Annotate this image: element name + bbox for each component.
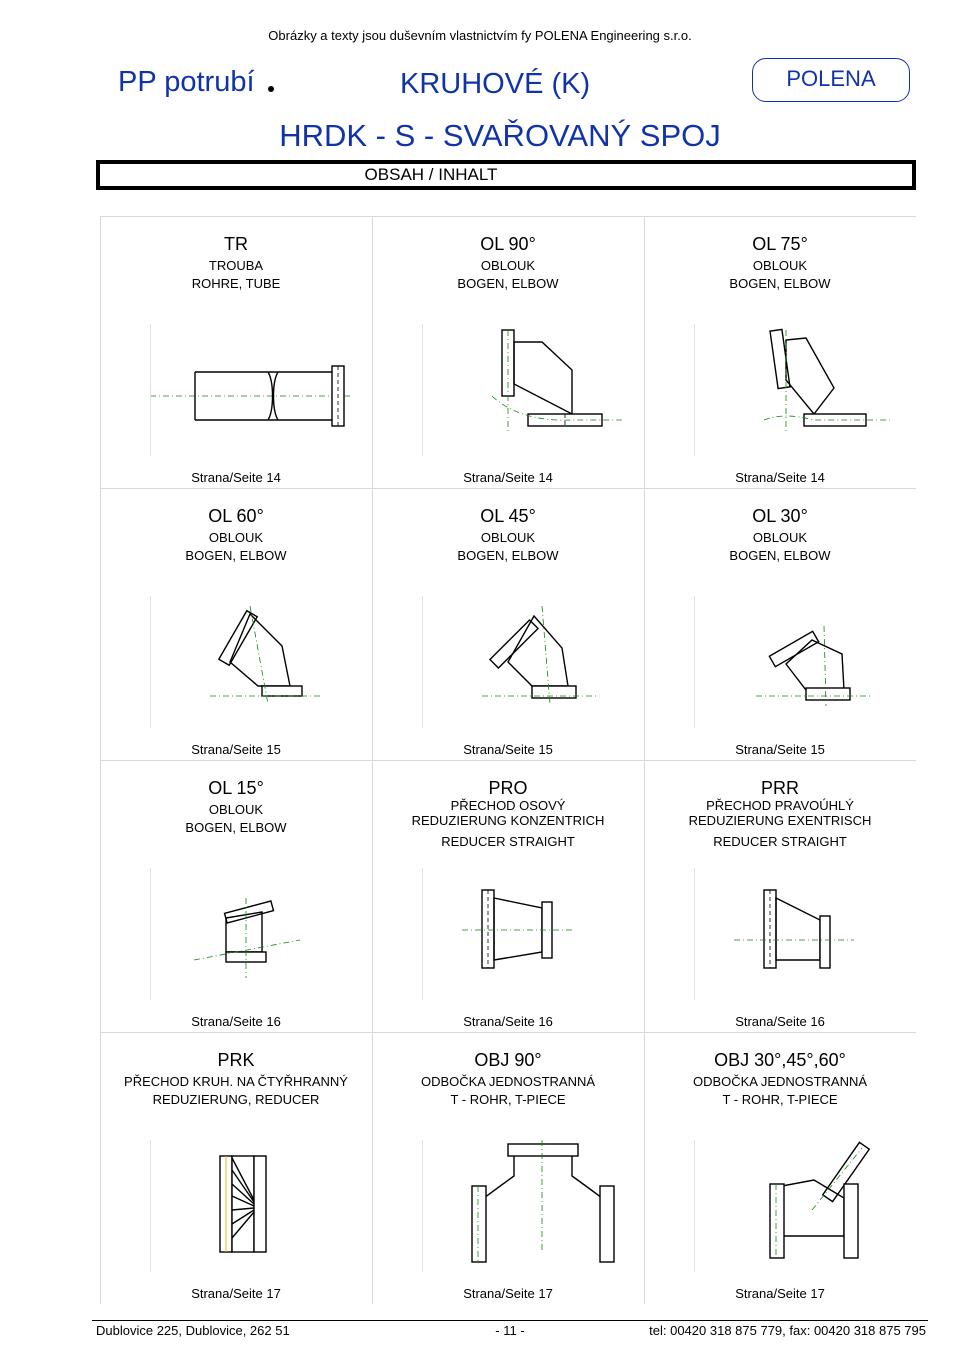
fitting-code: PRO: [488, 778, 528, 798]
cell-divider: [100, 488, 372, 489]
cell-divider: [644, 1032, 645, 1304]
cell-divider: [372, 488, 373, 760]
frame-line: [422, 1140, 423, 1272]
elbow-75-icon: [694, 324, 894, 456]
fitting-name-cz: OBLOUK: [752, 258, 808, 273]
cell-divider: [644, 488, 645, 760]
contents-cell: [372, 216, 644, 488]
series-title: HRDK - S - SVAŘOVANÝ SPOJ: [279, 118, 721, 153]
product-title: PP potrubí: [118, 66, 255, 98]
frame-line: [694, 1140, 695, 1272]
contents-cell: [100, 488, 372, 760]
footer-divider: [92, 1320, 928, 1321]
page-reference: Strana/Seite 14: [735, 470, 825, 485]
cell-divider: [372, 1032, 373, 1304]
fitting-name-cz: OBLOUK: [480, 530, 536, 545]
concentric-reducer-icon: [422, 868, 622, 1000]
page-reference: Strana/Seite 16: [735, 1014, 825, 1029]
contents-cell: [100, 216, 372, 488]
cell-divider: [372, 1032, 644, 1033]
elbow-45-icon: [422, 596, 622, 728]
footer-address: Dublovice 225, Dublovice, 262 51: [96, 1323, 290, 1338]
round-to-square-reducer-icon: [150, 1140, 350, 1272]
page-number: - 11 -: [495, 1323, 525, 1338]
contents-cell: [372, 760, 644, 1032]
category-title: KRUHOVÉ (K): [400, 68, 591, 100]
page-reference: Strana/Seite 15: [463, 742, 553, 757]
polena-logo: POLENA: [752, 58, 910, 102]
page-reference: Strana/Seite 15: [191, 742, 281, 757]
frame-line: [422, 324, 423, 456]
fitting-drawing: [150, 1140, 350, 1272]
cell-divider: [372, 216, 373, 488]
footer-contact: tel: 00420 318 875 779, fax: 00420 318 875 795: [649, 1323, 926, 1338]
fitting-name-cz: OBLOUK: [208, 530, 264, 545]
page-reference: Strana/Seite 16: [191, 1014, 281, 1029]
cell-divider: [644, 760, 916, 761]
fitting-name-de: ROHRE, TUBE: [191, 276, 281, 291]
contents-cell: [100, 760, 372, 1032]
cell-divider: [372, 216, 644, 217]
fitting-code: PRK: [217, 1050, 255, 1070]
copyright-notice: Obrázky a texty jsou duševním vlastnictvím fy POLENA Engineering s.r.o.: [268, 28, 692, 43]
contents-cell: [644, 1032, 916, 1304]
contents-cell: [644, 216, 916, 488]
fitting-name-cz: OBLOUK: [752, 530, 808, 545]
frame-line: [150, 596, 151, 728]
cell-divider: [100, 760, 101, 1032]
fitting-name-en: REDUCER STRAIGHT: [713, 834, 847, 849]
frame-line: [150, 868, 151, 1000]
contents-cell: [644, 760, 916, 1032]
fitting-drawing: [694, 1140, 894, 1272]
frame-line: [694, 324, 695, 456]
fitting-name-cz: OBLOUK: [208, 802, 264, 817]
frame-line: [150, 324, 151, 456]
fitting-code: OBJ 90°: [474, 1050, 542, 1070]
cell-divider: [100, 760, 372, 761]
fitting-code: TR: [224, 234, 248, 254]
straight-pipe-icon: [150, 324, 350, 456]
fitting-name-cz: ODBOČKA JEDNOSTRANNÁ: [692, 1074, 868, 1089]
fitting-code: OL 90°: [480, 234, 536, 254]
fitting-code: PRR: [760, 778, 799, 798]
frame-line: [422, 596, 423, 728]
fitting-code: OL 45°: [480, 506, 536, 526]
fitting-code: OL 75°: [752, 234, 808, 254]
contents-cell: [372, 1032, 644, 1304]
cell-divider: [100, 216, 372, 217]
frame-line: [422, 868, 423, 1000]
fitting-name-de: BOGEN, ELBOW: [185, 820, 287, 835]
cell-divider: [100, 488, 101, 760]
fitting-drawing: [150, 868, 350, 1000]
fitting-code: OL 15°: [208, 778, 264, 798]
tee-90-icon: [422, 1140, 622, 1272]
cell-divider: [100, 216, 101, 488]
fitting-code: OL 60°: [208, 506, 264, 526]
cell-divider: [644, 1032, 916, 1033]
fitting-name-cz: TROUBA: [208, 258, 264, 273]
elbow-90-icon: [422, 324, 622, 456]
fitting-drawing: [150, 596, 350, 728]
fitting-name-de: BOGEN, ELBOW: [457, 548, 559, 563]
fitting-name-en: REDUCER STRAIGHT: [441, 834, 575, 849]
frame-line: [694, 596, 695, 728]
page-reference: Strana/Seite 15: [735, 742, 825, 757]
elbow-15-icon: [150, 868, 350, 1000]
fitting-name-de: REDUZIERUNG KONZENTRICH: [411, 813, 605, 828]
fitting-name-de: REDUZIERUNG, REDUCER: [152, 1092, 320, 1107]
fitting-name-de: BOGEN, ELBOW: [729, 548, 831, 563]
fitting-drawing: [694, 868, 894, 1000]
fitting-name-cz: OBLOUK: [480, 258, 536, 273]
page-reference: Strana/Seite 14: [463, 470, 553, 485]
fitting-drawing: [694, 596, 894, 728]
fitting-drawing: [422, 324, 622, 456]
angled-branch-icon: [694, 1140, 894, 1272]
page-reference: Strana/Seite 14: [191, 470, 281, 485]
cell-divider: [644, 488, 916, 489]
cell-divider: [644, 216, 645, 488]
eccentric-reducer-icon: [694, 868, 894, 1000]
contents-cell: [372, 488, 644, 760]
fitting-drawing: [422, 596, 622, 728]
cell-divider: [372, 760, 644, 761]
fitting-drawing: [150, 324, 350, 456]
fitting-drawing: [694, 324, 894, 456]
fitting-name-cz: PŘECHOD KRUH. NA ČTYŘHRANNÝ: [124, 1074, 348, 1089]
fitting-drawing: [422, 1140, 622, 1272]
fitting-code: OBJ 30°,45°,60°: [714, 1050, 846, 1070]
fitting-drawing: [422, 868, 622, 1000]
fitting-name-de: BOGEN, ELBOW: [457, 276, 559, 291]
cell-divider: [644, 216, 916, 217]
elbow-30-icon: [694, 596, 894, 728]
fitting-name-cz: PŘECHOD PRAVOÚHLÝ: [706, 798, 854, 813]
contents-cell: [100, 1032, 372, 1304]
fitting-code: OL 30°: [752, 506, 808, 526]
page-reference: Strana/Seite 16: [463, 1014, 553, 1029]
fitting-name-cz: PŘECHOD OSOVÝ: [450, 798, 566, 813]
fitting-name-de: REDUZIERUNG EXENTRISCH: [688, 813, 872, 828]
fitting-name-cz: ODBOČKA JEDNOSTRANNÁ: [420, 1074, 596, 1089]
page-reference: Strana/Seite 17: [191, 1286, 281, 1301]
page-reference: Strana/Seite 17: [735, 1286, 825, 1301]
cell-divider: [100, 1032, 101, 1304]
fitting-name-de: T - ROHR, T-PIECE: [722, 1092, 838, 1107]
frame-line: [150, 1140, 151, 1272]
page-reference: Strana/Seite 17: [463, 1286, 553, 1301]
cell-divider: [100, 1032, 372, 1033]
fitting-name-de: BOGEN, ELBOW: [185, 548, 287, 563]
frame-line: [694, 868, 695, 1000]
contents-cell: [644, 488, 916, 760]
toc-label: OBSAH / INHALT: [364, 165, 498, 184]
elbow-60-icon: [150, 596, 350, 728]
fitting-name-de: BOGEN, ELBOW: [729, 276, 831, 291]
title-bullet: [268, 86, 274, 92]
cell-divider: [372, 488, 644, 489]
fitting-name-de: T - ROHR, T-PIECE: [450, 1092, 566, 1107]
